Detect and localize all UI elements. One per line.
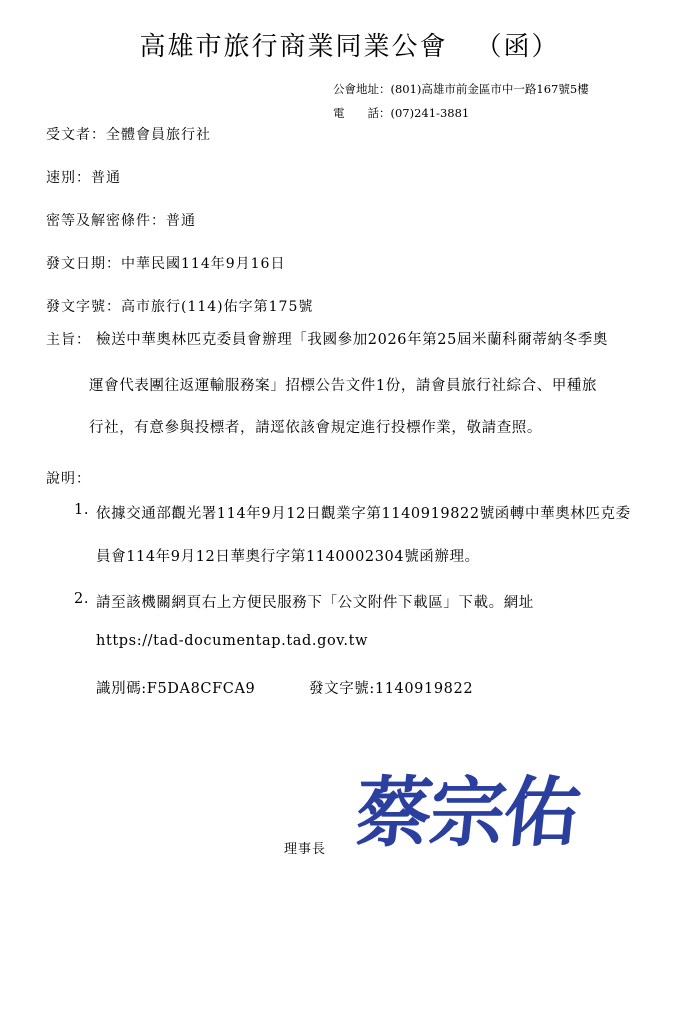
organization-name: 高雄市旅行商業同業公會 xyxy=(139,32,448,62)
signatory-title: 理事長 xyxy=(284,842,327,857)
explanation-item-line: 依據交通部觀光署114年9月12日觀業字第1140919822號函轉中華奧林匹克委 xyxy=(96,506,631,522)
explanation-item-line: 請至該機關網頁右上方便民服務下「公文附件下載區」下載。網址 xyxy=(96,595,534,611)
date-field: 發文日期：中華民國114年9月16日 xyxy=(46,256,286,272)
chairman-signature-seal: 蔡宗佑 xyxy=(351,768,583,857)
recipient-field: 受文者：全體會員旅行社 xyxy=(46,127,211,143)
doc-number-field: 發文字號：高市旅行(114)佑字第175號 xyxy=(46,299,314,315)
letterhead-title xyxy=(0,26,699,63)
confidentiality-field: 密等及解密條件：普通 xyxy=(46,213,196,229)
explanation-item-number: 1. xyxy=(74,502,90,518)
subject-line: 行社，有意參與投標者，請逕依該會規定進行投標作業，敬請查照。 xyxy=(89,420,542,436)
identification-code: 識別碼:F5DA8CFCA9 xyxy=(96,681,256,697)
speed-field: 速別：普通 xyxy=(46,170,121,186)
association-phone: 電 話：(07)241-3881 xyxy=(333,106,470,120)
subject-line: 運會代表團往返運輸服務案」招標公告文件1份，請會員旅行社綜合、甲種旅 xyxy=(89,378,598,394)
explanation-item-number: 2. xyxy=(74,591,90,607)
explanation-item-line: 員會114年9月12日華奧行字第1140002304號函辦理。 xyxy=(96,549,480,565)
form-type: （函） xyxy=(475,32,560,62)
download-url: https://tad-documentap.tad.gov.tw xyxy=(96,633,369,649)
reference-doc-number: 發文字號:1140919822 xyxy=(309,681,474,697)
subject-line: 檢送中華奧林匹克委員會辦理「我國參加2026年第25屆米蘭科爾蒂納冬季奧 xyxy=(96,332,608,348)
subject-label: 主旨： xyxy=(46,332,91,348)
association-address: 公會地址：(801)高雄市前金區市中一路167號5樓 xyxy=(333,82,589,96)
explanation-label: 說明： xyxy=(46,471,91,487)
